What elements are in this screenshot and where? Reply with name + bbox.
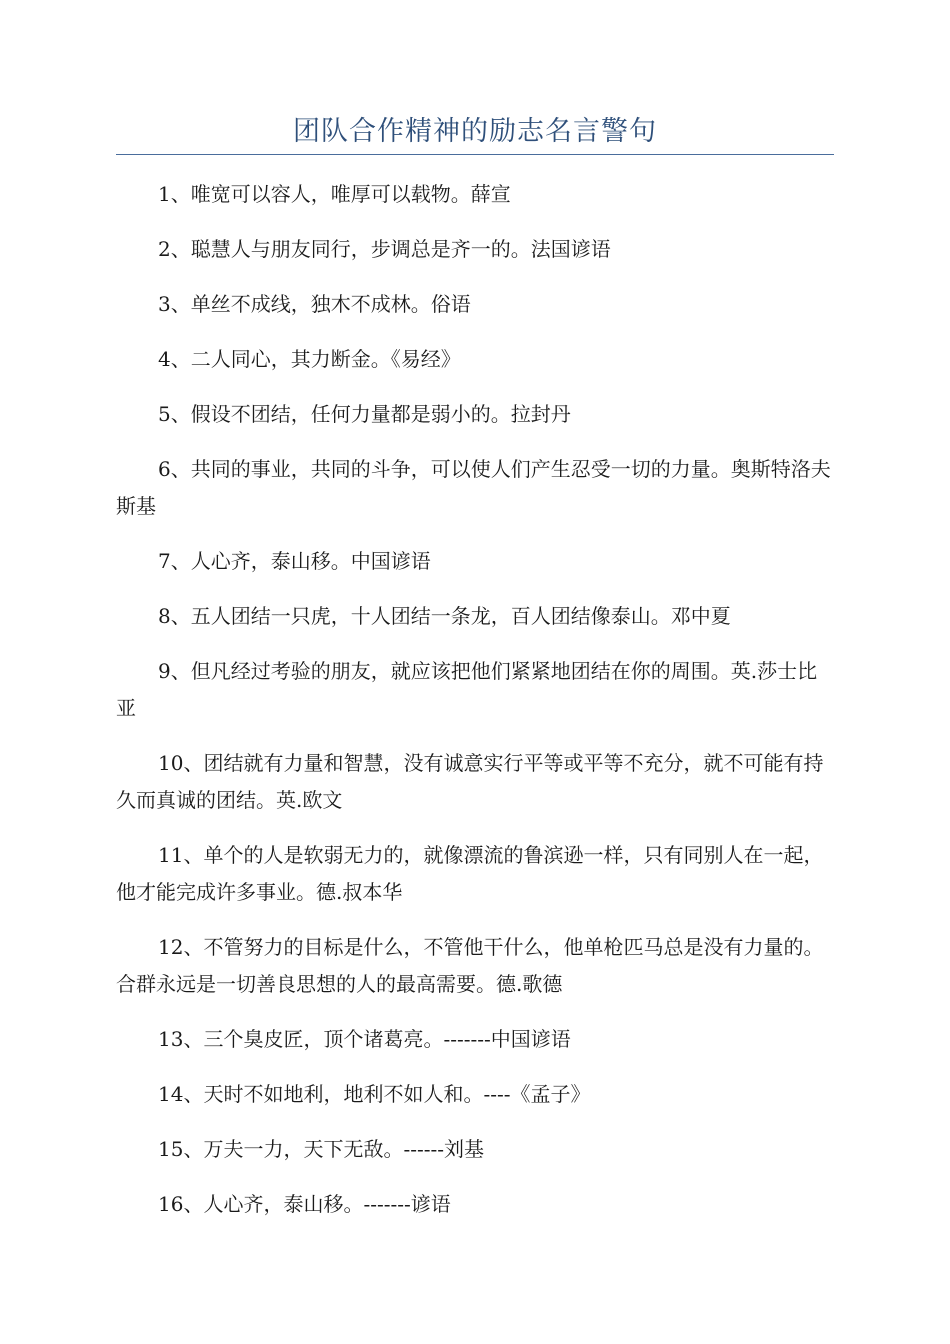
quote-item-16: 16、人心齐，泰山移。-------谚语: [158, 1192, 451, 1216]
quote-item-5: 5、假设不团结，任何力量都是弱小的。拉封丹: [158, 402, 571, 426]
quote-item-1: 1、唯宽可以容人，唯厚可以载物。薛宣: [158, 182, 511, 206]
quote-item-15: 15、万夫一力，天下无敌。------刘基: [158, 1137, 484, 1161]
quote-item-14: 14、天时不如地利，地利不如人和。----《孟子》: [158, 1082, 591, 1106]
quote-item-2: 2、聪慧人与朋友同行，步调总是齐一的。法国谚语: [158, 237, 611, 261]
quote-item-11: 11、单个的人是软弱无力的，就像漂流的鲁滨逊一样，只有同别人在一起，他才能完成许多事业。德.叔本华: [116, 843, 824, 904]
quote-item-3: 3、单丝不成线，独木不成林。俗语: [158, 292, 471, 316]
quote-item-8: 8、五人团结一只虎，十人团结一条龙，百人团结像泰山。邓中夏: [158, 604, 731, 628]
quote-item-9: 9、但凡经过考验的朋友，就应该把他们紧紧地团结在你的周围。英.莎士比亚: [116, 659, 818, 720]
quote-item-13: 13、三个臭皮匠，顶个诸葛亮。-------中国谚语: [158, 1027, 571, 1051]
document-title: 团队合作精神的励志名言警句: [293, 116, 657, 147]
quote-list: [116, 176, 834, 1241]
quote-item-10: 10、团结就有力量和智慧，没有诚意实行平等或平等不充分，就不可能有持久而真诚的团结。英.欧文: [116, 751, 824, 812]
title-underline: [116, 154, 834, 155]
quote-item-6: 6、共同的事业，共同的斗争，可以使人们产生忍受一切的力量。奥斯特洛夫斯基: [116, 457, 831, 518]
quote-item-12: 12、不管努力的目标是什么，不管他干什么，他单枪匹马总是没有力量的。合群永远是一切善良思想的人的最高需要。德.歌德: [116, 935, 824, 996]
quote-item-4: 4、二人同心，其力断金。《易经》: [158, 347, 461, 371]
quote-item-7: 7、人心齐，泰山移。中国谚语: [158, 549, 431, 573]
